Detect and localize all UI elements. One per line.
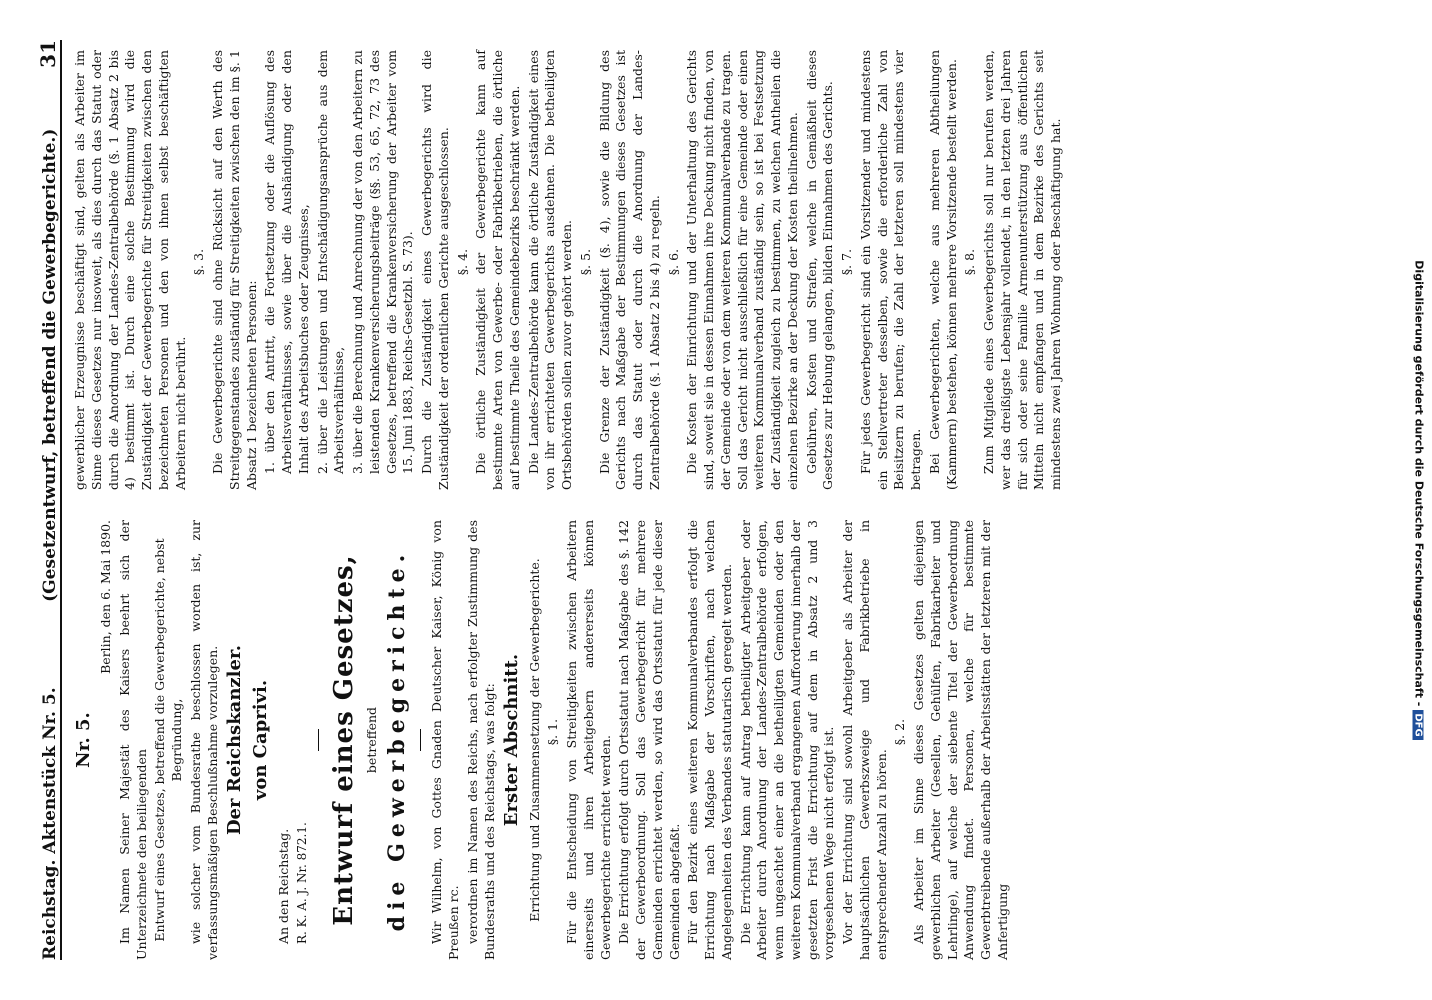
- signer-title: Der Reichskanzler.: [224, 644, 246, 836]
- paragraph-5-text: Die Grenze der Zuständigkeit (§. 4), sowie die Bildung des Gerichts nach Maßgabe der Bestimmungen dieses Gesetzes ist durch das Statut oder durch die Anordnung der Landes-Zentralbehörde (§. 1 Absatz 2 bis 4) zu regeln.: [596, 50, 662, 490]
- doc-number: Nr. 5.: [73, 712, 94, 768]
- betreffend-label: betreffend: [364, 706, 380, 774]
- paragraph-5-heading: §. 5.: [577, 248, 593, 276]
- divider: [318, 729, 319, 751]
- section-title: Erster Abschnitt.: [501, 653, 523, 827]
- paragraph-8-text: Zum Mitgliede eines Gewerbegerichts soll nur berufen werden, wer das dreißigste Lebensjahr vollendet, in den letzten drei Jahren für sich oder seine Familie Armenunterstützung aus öffentlichen Mitteln nicht empfangen und in dem Bezirke des Gerichts seit mindestens zwei Jahren Wohnung oder Beschäftigung hat.: [981, 50, 1063, 490]
- paragraph-3-heading: §. 3.: [191, 248, 207, 276]
- running-header: [30, 40, 62, 960]
- digitization-credit: [1413, 10, 1426, 990]
- rotated-document: [16, 0, 1416, 1000]
- continuation-text: gewerblicher Erzeugnisse beschäftigt sind, gelten als Arbeiter im Sinne dieses Gesetzes nur insoweit, als dies durch das Statut oder durch die Anordnung der Landes-Zentralbehörde (§. 1 Absatz 2 bis 4) bestimmt ist. Durch eine solche Bestimmung wird die Zuständigkeit der Gewerbegerichte für Streitigkeiten zwischen den bezeichneten Personen und den von ihnen selbst beschäftigten Arbeitern nicht berührt.: [72, 50, 188, 490]
- paragraph-3-tail: Durch die Zuständigkeit eines Gewerbegerichts wird die Zuständigkeit der ordentlichen Gerichte ausgeschlossen.: [419, 50, 451, 490]
- list-item: 2. über die Leistungen und Entschädigungsansprüche aus dem Arbeitsverhältnisse,: [314, 50, 347, 474]
- divider: [420, 729, 421, 751]
- paragraph-2-text: Als Arbeiter im Sinne dieses Gesetzes gelten diejenigen gewerblichen Arbeiter (Gesellen, Gehülfen, Fabrikarbeiter und Lehrlinge), auf welche der siebente Titel der Gewerbeordnung Anwendung findet. Personen, welche für bestimmte Gewerbtreibende außerhalb der Arbeitsstätten der letzteren mit der Anfertigung: [911, 520, 1010, 960]
- paragraph-6-heading: §. 6.: [665, 248, 681, 276]
- paragraph-7-heading: §. 7.: [839, 248, 854, 276]
- header-center: (Gesetzentwurf, betreffend die Gewerbegerichte.): [40, 128, 60, 602]
- paragraph-7-text-2: Bei Gewerbegerichten, welche aus mehreren Abtheilungen (Kammern) bestehen, können mehrere Vorsitzende bestellt werden.: [926, 50, 959, 490]
- preamble-2: verordnen im Namen des Reichs, nach erfolgter Zustimmung des Bundesraths und des Reichstags, was folgt:: [464, 520, 497, 960]
- paragraph-6-text: Die Kosten der Einrichtung und der Unterhaltung des Gerichts sind, soweit sie in dessen Einnahmen ihre Deckung nicht finden, von der Gemeinde oder von dem weiteren Kommunalverbande zu tragen. Soll das Gericht nicht ausschließlich für eine Gemeinde oder einen weiteren Kommunalverband zuständig sein, so ist bei Festsetzung der Zuständigkeit zugleich zu bestimmen, zu welchen Antheilen die einzelnen Bezirke an der Deckung der Kosten theilnehmen.: [684, 50, 800, 490]
- credit-text: Digitalisierung gefördert durch die Deutsche Forschungsgemeinschaft -: [1412, 260, 1426, 707]
- addressee: An den Reichstag.: [275, 828, 291, 944]
- intro-text: Im Namen Seiner Majestät des Kaisers beehrt sich der Unterzeichnete den beiliegenden: [116, 520, 149, 960]
- list-item: 3. über die Berechnung und Anrechnung der von den Arbeitern zu leistenden Krankenversicherungsbeiträge (§§. 53, 65, 72, 73 des Gesetzes, betreffend die Krankenversicherung der Arbeiter vom 15. Juni 1883, Reichs-Gesetzbl. S. 73).: [350, 50, 416, 474]
- paragraph-1-heading: §. 1.: [545, 718, 561, 746]
- paragraph-3-text: Die Gewerbegerichte sind ohne Rücksicht auf den Werth des Streitgegenstandes zuständig für Streitigkeiten zwischen den im §. 1 Absatz 1 bezeichneten Personen:: [210, 50, 259, 490]
- intro-continuation: wie solcher vom Bundesrathe beschlossen worden ist, zur verfassungsmäßigen Beschlußnahme vorzulegen.: [187, 520, 220, 960]
- section-subtitle: Errichtung und Zusammensetzung der Gewerbegerichte.: [526, 558, 542, 922]
- paragraph-7-text: Für jedes Gewerbegericht sind ein Vorsitzender und mindestens ein Stellvertreter desselben, sowie die erforderliche Zahl von Beisitzern zu berufen; die Zahl der letzteren soll mindestens vier betragen.: [857, 50, 923, 490]
- right-column: [72, 50, 1067, 490]
- dfg-logo: DFG: [1413, 710, 1424, 739]
- signer-name: von Caprivi.: [250, 679, 272, 801]
- paragraph-2-heading: §. 2.: [892, 718, 908, 746]
- paragraph-1-text-4: Die Errichtung kann auf Antrag betheiligter Arbeitgeber oder Arbeiter durch Anordnung der Landes-Zentralbehörde erfolgen, wenn ungeachtet einer an die betheiligten Gemeinden oder den weiteren Kommunalverband ergangenen Aufforderung innerhalb der gesetzten Frist die Errichtung auf dem in Absatz 2 und 3 vorgesehenen Wege nicht erfolgt ist.: [737, 520, 837, 960]
- list-item: 1. über den Antritt, die Fortsetzung oder die Auflösung des Arbeitsverhältnisses, sowie über die Aushändigung oder den Inhalt des Arbeitsbuches oder Zeugnisses,: [262, 50, 311, 474]
- reference-number: R. K. A. J. Nr. 872.1.: [295, 822, 310, 944]
- main-title: Entwurf eines Gesetzes,: [329, 554, 360, 926]
- header-left: Reichstag. Aktenstück Nr. 5.: [40, 687, 60, 960]
- preamble-1: Wir Wilhelm, von Gottes Gnaden Deutscher Kaiser, König von Preußen rc.: [429, 520, 462, 960]
- subject-title: die Gewerbegerichte.: [383, 548, 410, 932]
- paragraph-8-heading: §. 8.: [962, 248, 978, 276]
- paragraph-4-text: Die örtliche Zuständigkeit der Gewerbegerichte kann auf bestimmte Arten von Gewerbe- oder Fabrikbetrieben, die örtliche auf bestimmte Theile des Gemeindebezirks beschränkt werden.: [473, 50, 522, 490]
- paragraph-1-text-3: Für den Bezirk eines weiteren Kommunalverbandes erfolgt die Errichtung nach Maßgabe der Vorschriften, nach welchen Angelegenheiten des Verbandes statutarisch geregelt werden.: [685, 520, 734, 960]
- date-line: Berlin, den 6. Mai 1890.: [98, 520, 114, 674]
- paragraph-3-list: [262, 50, 417, 474]
- paragraph-4-text-2: Die Landes-Zentralbehörde kann die örtliche Zuständigkeit eines von ihr errichteten Gewerbegerichts ausdehnen. Die betheiligten Ortsbehörden sollen zuvor gehört werden.: [525, 50, 574, 490]
- digitization-sidebar: [1408, 0, 1430, 1000]
- draft-title-line: Entwurf eines Gesetzes, betreffend die Gewerbegerichte, nebst Begründung,: [152, 538, 185, 942]
- paragraph-1-text-5: Vor der Errichtung sind sowohl Arbeitgeber als Arbeiter der hauptsächlichen Gewerbszweige und Fabrikbetriebe in entsprechender Anzahl zu hören.: [840, 520, 889, 960]
- paragraph-6-text-2: Gebühren, Kosten und Strafen, welche in Gemäßheit dieses Gesetzes zur Hebung gelangen, bilden Einnahmen des Gerichts.: [803, 50, 836, 490]
- paragraph-1-text-2: Die Errichtung erfolgt durch Ortsstatut nach Maßgabe des §. 142 der Gewerbeordnung. Soll das Gewerbegericht für mehrere Gemeinden errichtet werden, so wird das Ortsstatut für jede dieser Gemeinden abgefaßt.: [616, 520, 682, 960]
- paragraph-4-heading: §. 4.: [454, 248, 470, 276]
- left-column: [72, 520, 1014, 960]
- paragraph-1-text: Für die Entscheidung von Streitigkeiten zwischen Arbeitern einerseits und ihren Arbeitgebern andererseits können Gewerbegerichte errichtet werden.: [564, 520, 613, 960]
- page-number: 31: [36, 40, 60, 68]
